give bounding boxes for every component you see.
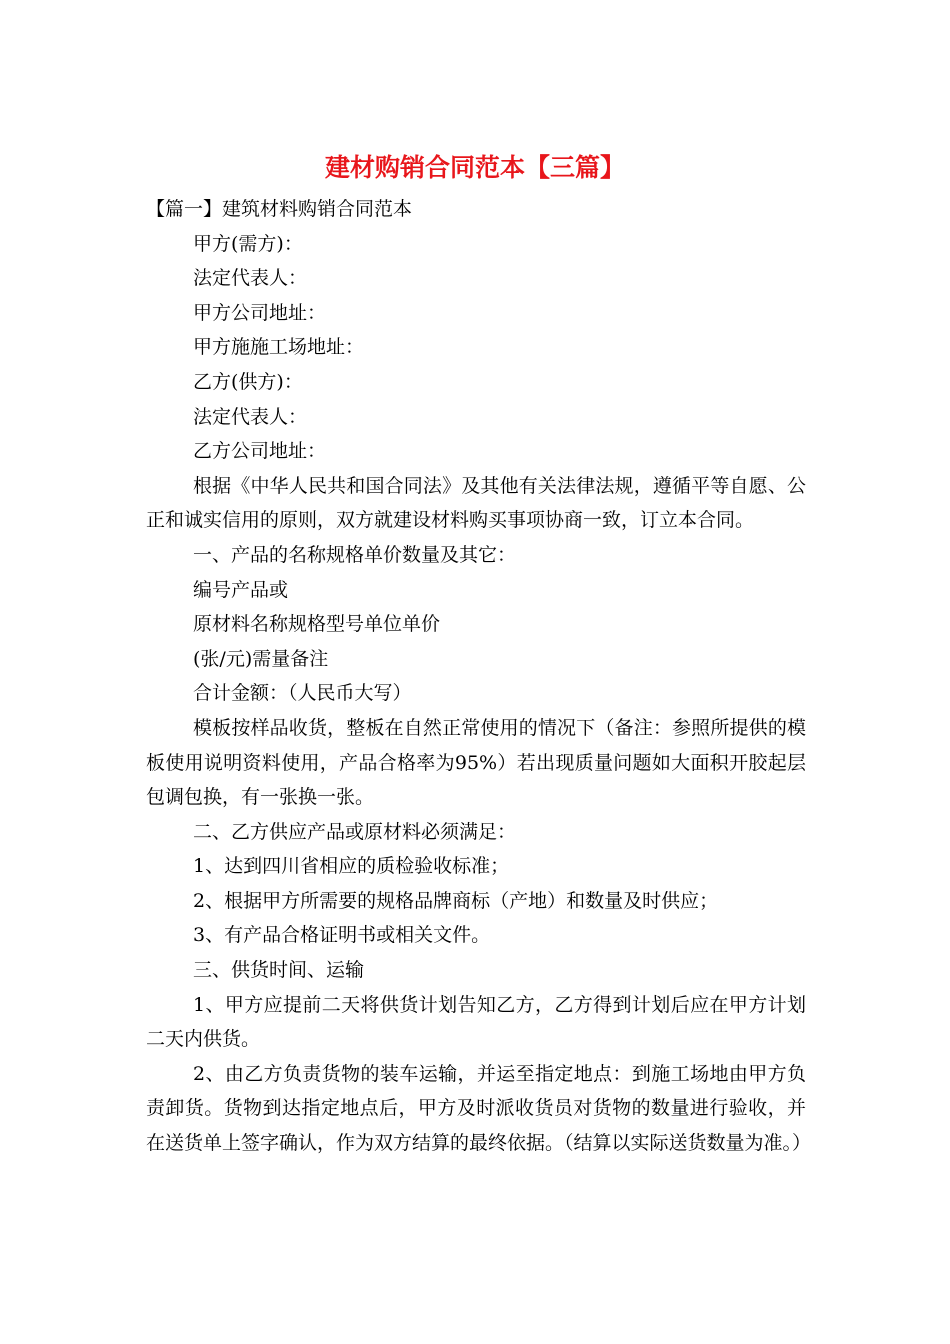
quality-terms-paragraph: 模板按样品收货，整板在自然正常使用的情况下（备注：参照所提供的模板使用说明资料使用，产品合格率为95%）若出现质量问题如大面积开胶起层包调包换，有一张换一张。: [146, 716, 806, 809]
clause-two-item-3: 3、有产品合格证明书或相关文件。: [193, 924, 491, 947]
product-table-line-2: 原材料名称规格型号单位单价: [193, 613, 441, 636]
party-a-site-address: 甲方施施工场地址：: [193, 336, 365, 359]
party-b-company-address: 乙方公司地址：: [193, 440, 327, 463]
product-table-line-1: 编号产品或: [193, 578, 289, 601]
clause-two-item-2: 2、根据甲方所需要的规格品牌商标（产地）和数量及时供应；: [193, 889, 719, 912]
section-heading-part-one: 【篇一】建筑材料购销合同范本: [146, 198, 413, 220]
party-a-label: 甲方(需方)：: [193, 232, 303, 255]
total-amount-line: 合计金额：（人民币大写）: [193, 682, 412, 705]
preamble-paragraph: 根据《中华人民共和国合同法》及其他有关法律法规，遵循平等自愿、公正和诚实信用的原则，双方就建设材料购买事项协商一致，订立本合同。: [146, 474, 806, 532]
clause-three-item-1: 1、甲方应提前二天将供货计划告知乙方，乙方得到计划后应在甲方计划二天内供货。: [146, 993, 806, 1051]
party-a-company-address: 甲方公司地址：: [193, 301, 327, 324]
clause-three-heading: 三、供货时间、运输: [193, 959, 365, 982]
product-table-line-3: (张/元)需量备注: [193, 647, 329, 670]
clause-two-heading: 二、乙方供应产品或原材料必须满足：: [193, 820, 517, 843]
clause-three-item-2: 2、由乙方负责货物的装车运输，并运至指定地点：到施工场地由甲方负责卸货。货物到达指定地点后，甲方及时派收货员对货物的数量进行验收，并在送货单上签字确认，作为双方结算的最终依据。（结算以实际送货数量为准。）: [146, 1062, 812, 1155]
party-b-legal-rep: 法定代表人：: [193, 405, 308, 428]
party-b-label: 乙方(供方)：: [193, 370, 303, 393]
party-a-legal-rep: 法定代表人：: [193, 267, 308, 290]
clause-two-item-1: 1、达到四川省相应的质检验收标准；: [193, 855, 510, 878]
document-body: [146, 192, 812, 1161]
document-title: 建材购销合同范本【三篇】: [324, 153, 625, 182]
clause-one-heading: 一、产品的名称规格单价数量及其它：: [193, 543, 517, 566]
